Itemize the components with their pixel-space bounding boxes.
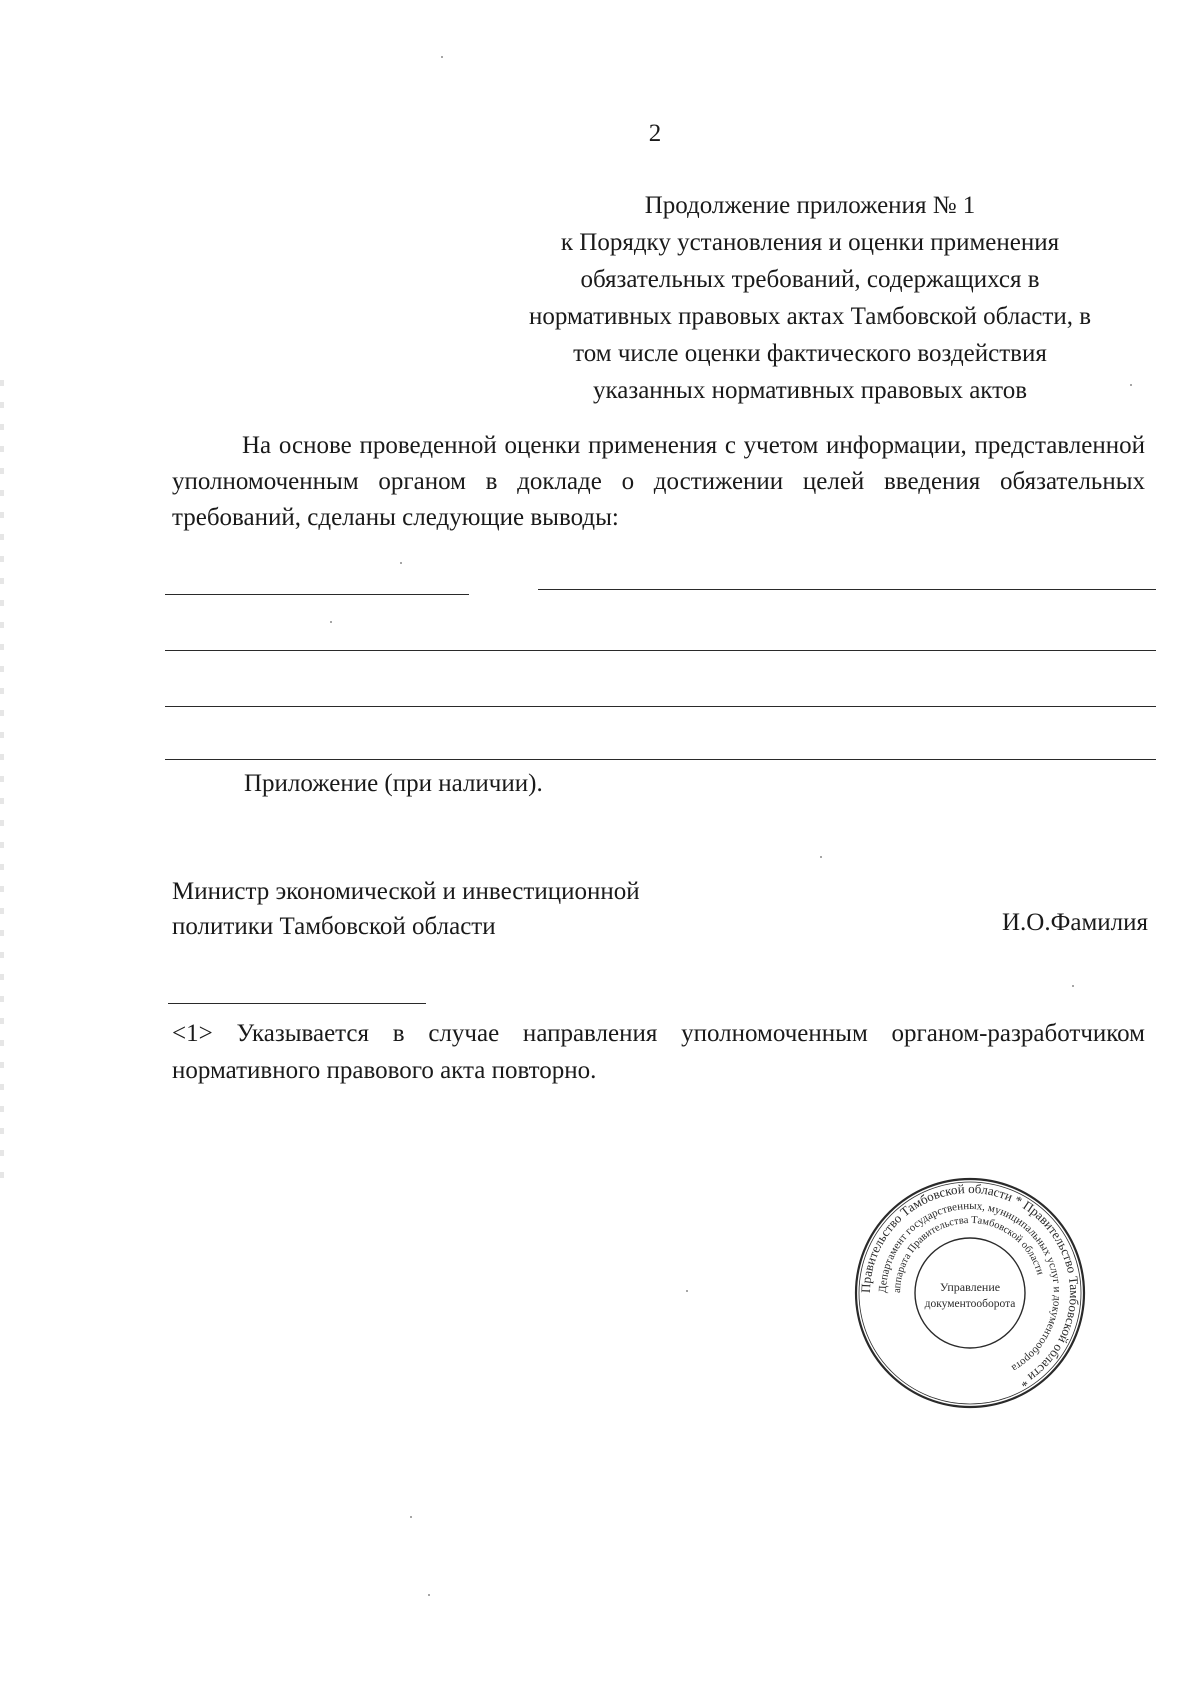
heading-line: обязательных требований, содержащихся в [580, 266, 1040, 293]
footnote: <1> Указывается в случае направления уполномоченным органом-разработчиком нормативного правового акта повторно. [172, 1020, 1145, 1084]
conclusions-paragraph [172, 428, 1145, 536]
seal-inner-ring-text: аппарата Правительства Тамбовской области [891, 1214, 1046, 1294]
heading-line: нормативных правовых актах Тамбовской области, в [529, 303, 1091, 330]
heading-line: указанных нормативных правовых актов [592, 377, 1028, 404]
signer-position [172, 874, 640, 944]
scan-speck [820, 856, 822, 858]
footnote-divider [168, 1003, 426, 1004]
scan-edge-artifact [0, 380, 4, 1180]
seal-center-line: Управление [939, 1280, 1001, 1294]
attachment-note: Приложение (при наличии). [244, 770, 543, 797]
scan-speck [428, 1594, 430, 1596]
signer-position-line: политики Тамбовской области [172, 913, 496, 940]
signer-name: И.О.Фамилия [1001, 909, 1148, 936]
appendix-heading [470, 187, 1150, 409]
page-number: 2 [648, 120, 662, 147]
signer-position-line: Министр экономической и инвестиционной [172, 878, 640, 905]
heading-line: Продолжение приложения № 1 [644, 192, 976, 219]
scan-speck [441, 56, 443, 58]
blank-fill-line [165, 594, 469, 595]
seal-center-line: документооборота [924, 1298, 1016, 1310]
scan-speck [1130, 384, 1132, 386]
heading-line: том числе оценки фактического воздействия [573, 340, 1047, 367]
blank-fill-line [538, 589, 1156, 590]
scan-speck [400, 562, 402, 564]
heading-line: к Порядку установления и оценки применения [560, 229, 1060, 256]
blank-fill-line [165, 706, 1156, 707]
scan-speck [1072, 985, 1074, 987]
blank-fill-line [165, 650, 1156, 651]
seal-middle-ring-text: Департамент государственных, муниципальных услуг и документооборота [876, 1199, 1064, 1375]
official-seal [850, 1173, 1090, 1413]
scan-speck [686, 1290, 688, 1292]
blank-fill-line [165, 759, 1156, 760]
scan-speck [330, 621, 332, 623]
seal-outer-ring-text: Правительство Тамбовской области * Правительство Тамбовской области * [857, 1180, 1083, 1391]
scan-speck [410, 1516, 412, 1518]
conclusions-text: На основе проведенной оценки применения с учетом информации, представленной уполномоченным органом в докладе о достижении целей введения обязательных требований, сделаны следующие выводы: [172, 432, 1145, 531]
